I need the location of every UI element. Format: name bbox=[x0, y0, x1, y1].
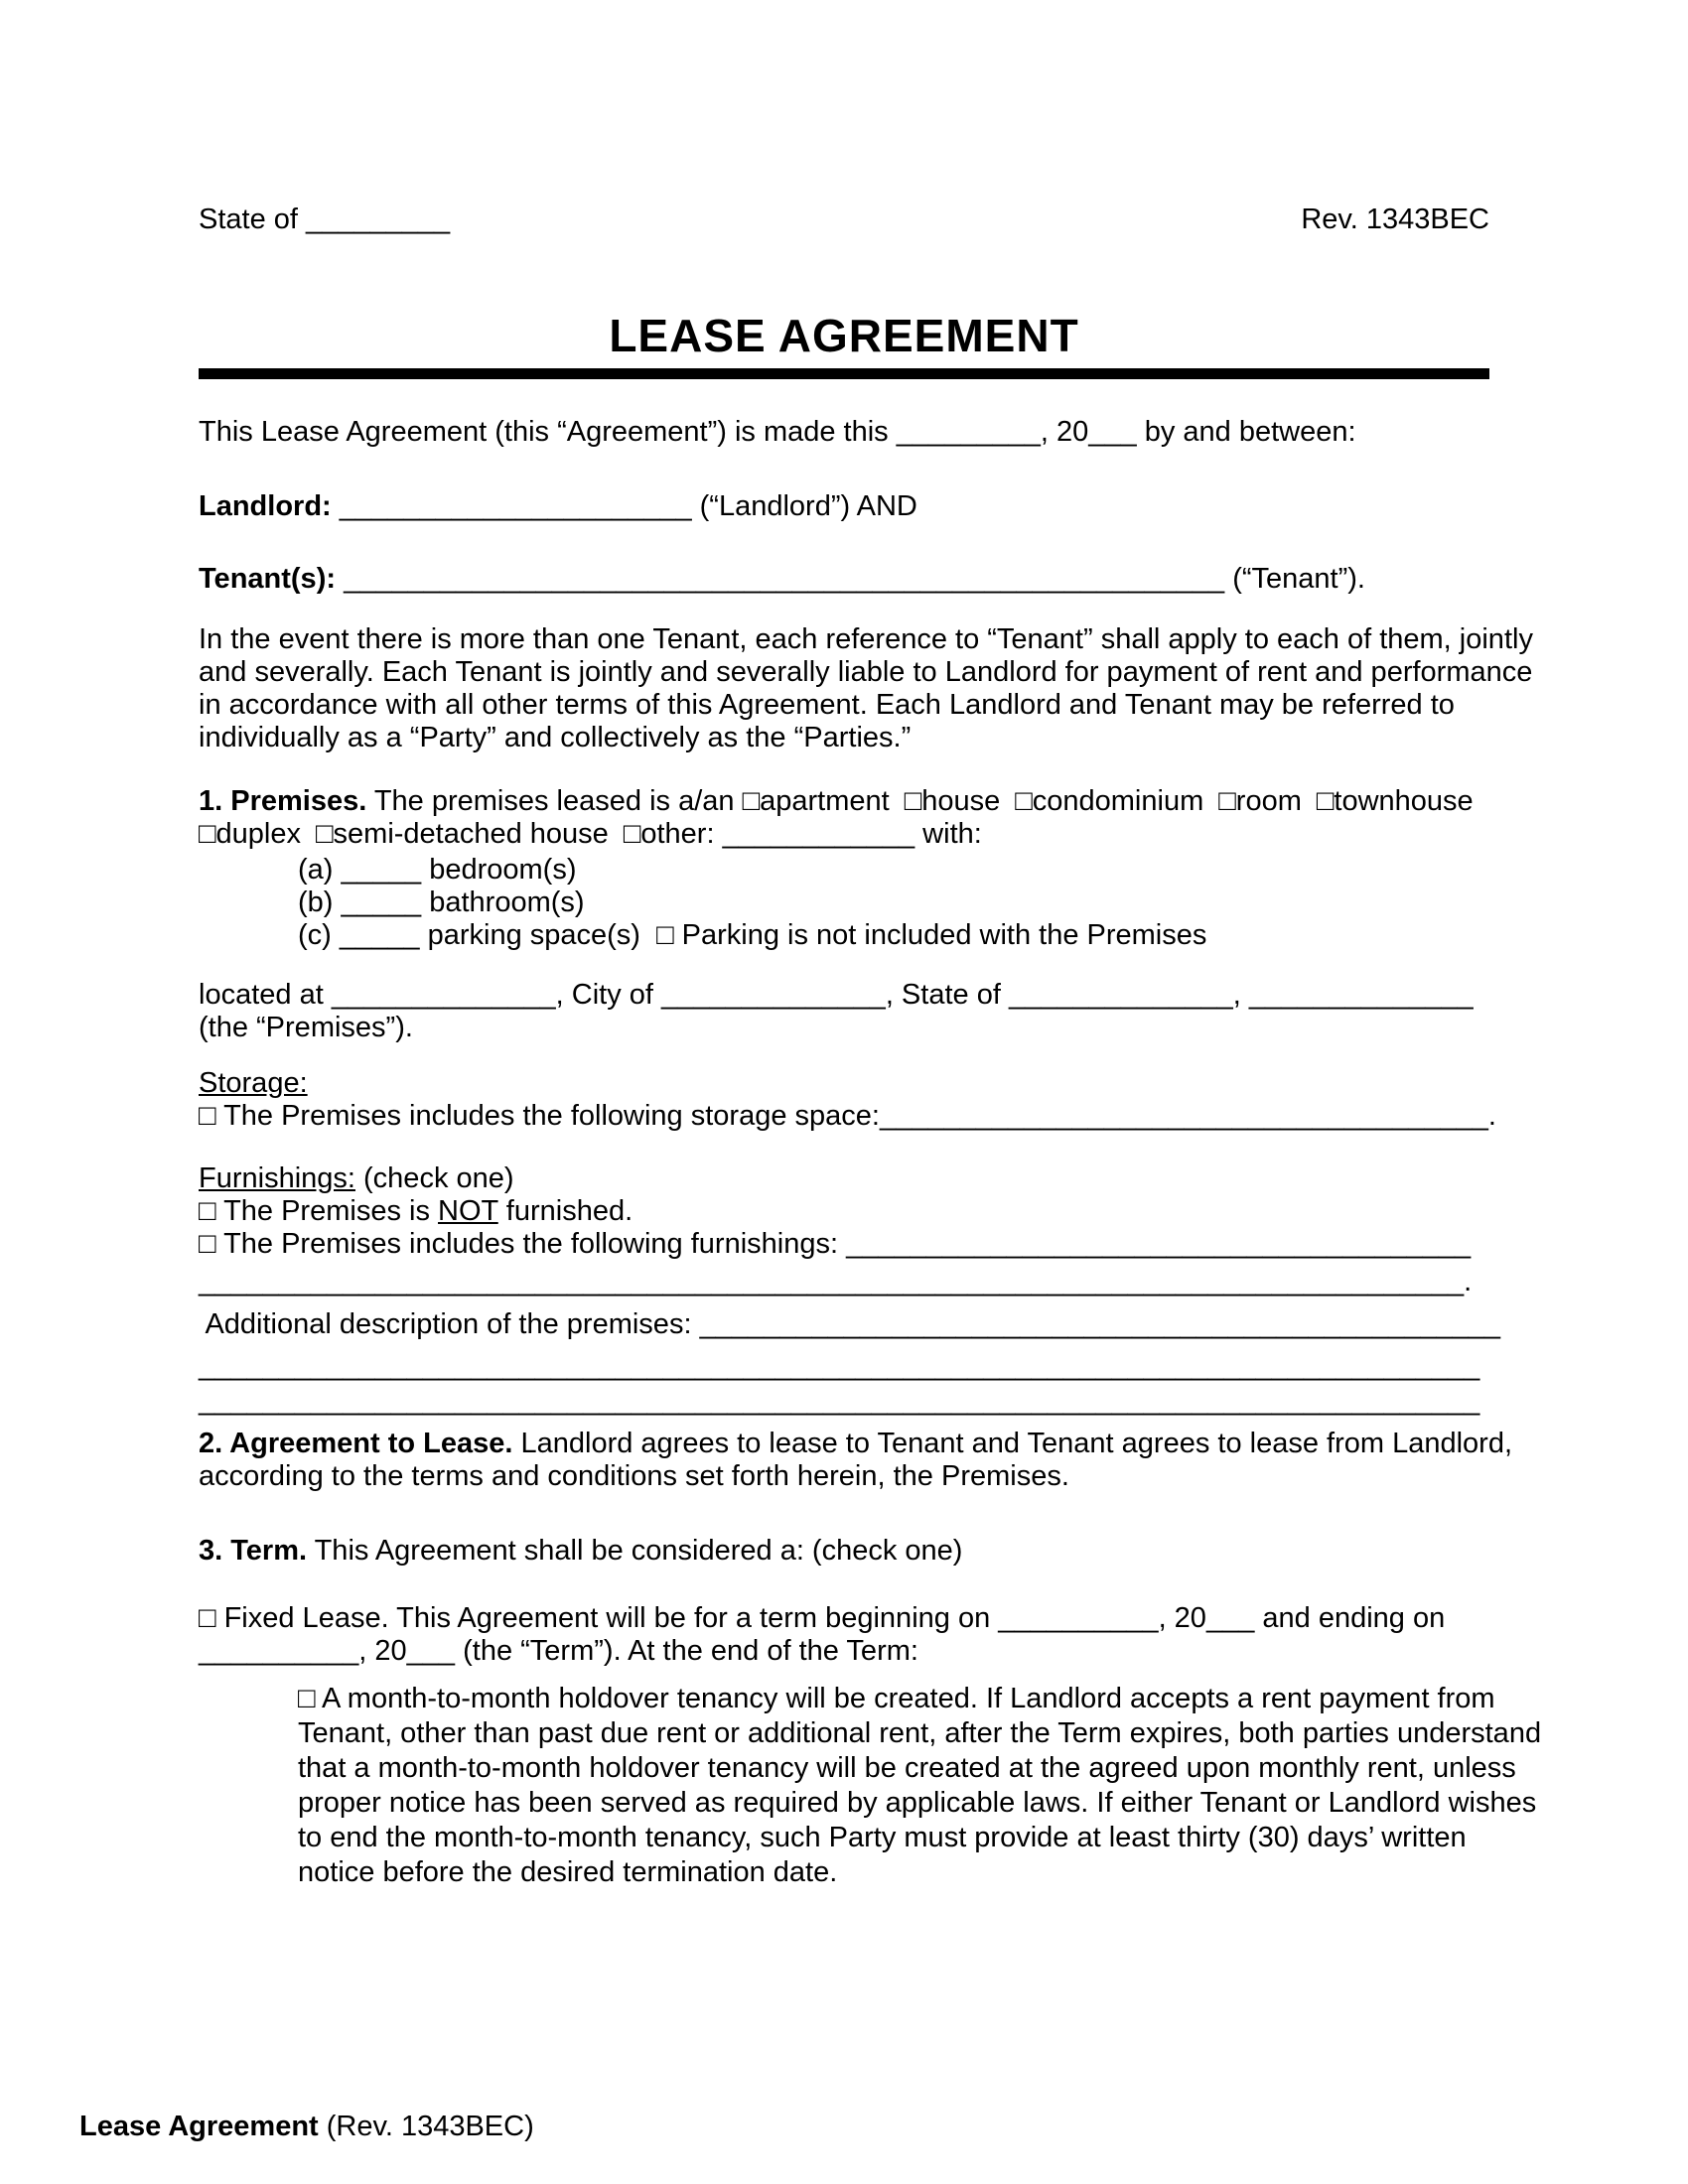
furnishings-heading: Furnishings: bbox=[199, 1162, 355, 1194]
located-at-line bbox=[199, 979, 1489, 1012]
bedrooms-blank[interactable]: _____ bbox=[341, 854, 422, 886]
checkbox-option-semi-detached-house[interactable] bbox=[316, 818, 609, 850]
section-2-text-1: Landlord agrees to lease to Tenant and Tenant agrees to lease from Landlord, bbox=[512, 1428, 1513, 1459]
term-end-date-blank[interactable]: __________ bbox=[199, 1635, 359, 1667]
additional-description-line bbox=[199, 1308, 1500, 1341]
state-blank[interactable]: ______________ bbox=[1008, 979, 1233, 1011]
intro-text-3: by and between: bbox=[1136, 416, 1356, 448]
furnishings-heading-suffix: (check one) bbox=[354, 1162, 514, 1194]
checkbox-storage-included[interactable] bbox=[199, 1100, 880, 1132]
parking-not-included-label: Parking is not included with the Premises bbox=[673, 919, 1207, 951]
checkbox-label-duplex: duplex bbox=[215, 818, 301, 850]
storage-heading: Storage: bbox=[199, 1067, 308, 1099]
section-2-line-1 bbox=[199, 1428, 1513, 1460]
landlord-label: Landlord: bbox=[199, 490, 332, 522]
checkbox-icon: □ bbox=[1218, 785, 1236, 817]
section-2-line-2: according to the terms and conditions set forth herein, the Premises. bbox=[199, 1460, 1069, 1492]
item-a-prefix: (a) bbox=[298, 854, 342, 886]
furnishings-continuation-period: . bbox=[1464, 1266, 1473, 1297]
checkbox-label-semi-detached-house: semi-detached house bbox=[333, 818, 609, 850]
checkbox-icon: □ bbox=[199, 1228, 216, 1260]
page-footer bbox=[79, 2111, 1569, 2143]
made-date-blank[interactable]: _________ bbox=[896, 416, 1041, 448]
checkbox-icon: □ bbox=[904, 785, 922, 817]
holdover-text-1: A month-to-month holdover tenancy will be created. If Landlord accepts a rent payment from bbox=[315, 1683, 1495, 1714]
intro-text-2: , 20 bbox=[1040, 416, 1089, 448]
section-2-agreement-to-lease bbox=[199, 1428, 1513, 1493]
section-1-premises bbox=[199, 785, 1489, 851]
checkbox-icon: □ bbox=[199, 1100, 216, 1132]
fixed-lease-text-3: and ending on bbox=[1254, 1602, 1446, 1634]
bathrooms-blank[interactable]: _____ bbox=[341, 887, 422, 918]
landlord-name-blank[interactable]: ______________________ bbox=[339, 490, 692, 522]
holdover-clause-block bbox=[298, 1682, 1542, 1890]
storage-period: . bbox=[1487, 1100, 1496, 1132]
checkbox-label-condominium: condominium bbox=[1032, 785, 1204, 817]
holdover-line-1 bbox=[298, 1682, 1495, 1716]
checkbox-option-other[interactable] bbox=[624, 818, 723, 850]
footer-title: Lease Agreement bbox=[79, 2111, 319, 2142]
item-b-label: bathroom(s) bbox=[421, 887, 585, 918]
not-furnished-line bbox=[199, 1195, 1489, 1228]
located-text-2: , City of bbox=[555, 979, 661, 1011]
furnishings-continuation-blank[interactable]: _______________________________________________________________________________ bbox=[199, 1266, 1465, 1297]
checkbox-label-house: house bbox=[921, 785, 1001, 817]
page-header bbox=[199, 204, 1489, 236]
furnishings-blank[interactable]: _______________________________________ bbox=[846, 1228, 1472, 1260]
checkbox-option-house[interactable] bbox=[905, 785, 1001, 817]
not-furnished-text-1: The Premises is bbox=[215, 1195, 439, 1227]
tenant-label: Tenant(s): bbox=[199, 563, 337, 595]
fixed-lease-line-1 bbox=[199, 1602, 1489, 1635]
section-3-text: This Agreement shall be considered a: (check one) bbox=[307, 1535, 963, 1567]
checkbox-not-furnished[interactable] bbox=[199, 1195, 438, 1227]
intro-text-1: This Lease Agreement (this “Agreement”) is made this bbox=[199, 416, 897, 448]
city-blank[interactable]: ______________ bbox=[661, 979, 886, 1011]
additional-description-line-2 bbox=[199, 1350, 1489, 1383]
item-c-prefix: (c) bbox=[298, 919, 340, 951]
made-year-blank[interactable]: ___ bbox=[1088, 416, 1137, 448]
checkbox-option-apartment[interactable] bbox=[743, 785, 890, 817]
storage-line bbox=[199, 1100, 1496, 1133]
section-3-term bbox=[199, 1535, 1489, 1568]
tenant-sep bbox=[336, 563, 344, 595]
address-blank[interactable]: ______________ bbox=[331, 979, 556, 1011]
holdover-line-3: that a month-to-month holdover tenancy will be created at the agreed upon monthly rent, unless bbox=[298, 1752, 1516, 1784]
located-text-4: , bbox=[1232, 979, 1249, 1011]
with-suffix: with: bbox=[914, 818, 982, 850]
located-text-3: , State of bbox=[885, 979, 1009, 1011]
state-of-label: State of bbox=[199, 204, 307, 235]
tenant-line bbox=[199, 563, 1489, 596]
parking-spaces-blank[interactable]: _____ bbox=[339, 919, 420, 951]
checkbox-option-condominium[interactable] bbox=[1015, 785, 1203, 817]
checkbox-parking-not-included[interactable] bbox=[656, 919, 1206, 951]
premises-lead-text: The premises leased is a/an bbox=[366, 785, 743, 817]
checkbox-option-townhouse[interactable] bbox=[1317, 785, 1474, 817]
checkbox-furnishings-included[interactable] bbox=[199, 1228, 846, 1260]
checkbox-icon: □ bbox=[1015, 785, 1033, 817]
fixed-lease-text-1: Fixed Lease. This Agreement will be for a term beginning on bbox=[215, 1602, 999, 1634]
not-word: NOT bbox=[438, 1195, 498, 1227]
title-rule bbox=[199, 368, 1489, 379]
landlord-line bbox=[199, 490, 1489, 523]
fixed-lease-text-4: , 20 bbox=[358, 1635, 407, 1667]
holdover-line-5: to end the month-to-month tenancy, such Party must provide at least thirty (30) days’ written bbox=[298, 1822, 1467, 1853]
checkbox-option-room[interactable] bbox=[1218, 785, 1302, 817]
checkbox-label-other: other: bbox=[640, 818, 723, 850]
checkbox-holdover[interactable] bbox=[298, 1683, 1495, 1714]
section-2-number: 2. Agreement to Lease. bbox=[199, 1428, 513, 1459]
checkbox-label-room: room bbox=[1235, 785, 1302, 817]
zip-blank[interactable]: ______________ bbox=[1248, 979, 1474, 1011]
state-of-blank[interactable]: _________ bbox=[306, 204, 451, 235]
checkbox-icon: □ bbox=[656, 919, 674, 951]
additional-description-label: Additional description of the premises: bbox=[199, 1308, 700, 1340]
furnishings-heading-line bbox=[199, 1162, 1489, 1195]
premises-type-line-2 bbox=[199, 818, 1489, 851]
not-furnished-text-2: furnished. bbox=[497, 1195, 633, 1227]
checkbox-icon: □ bbox=[316, 818, 334, 850]
checkbox-label-townhouse: townhouse bbox=[1334, 785, 1474, 817]
item-a-label: bedroom(s) bbox=[421, 854, 577, 886]
checkbox-fixed-lease[interactable] bbox=[199, 1602, 998, 1634]
storage-space-blank[interactable]: ______________________________________ bbox=[879, 1100, 1488, 1132]
tenant-suffix: (“Tenant”). bbox=[1224, 563, 1365, 595]
located-at-block bbox=[199, 979, 1489, 1044]
checkbox-option-duplex[interactable] bbox=[199, 818, 301, 850]
furnishings-continuation-line bbox=[199, 1266, 1489, 1298]
additional-description-blank-3[interactable]: ________________________________________________________________________________ bbox=[199, 1385, 1480, 1417]
storage-clause-text: The Premises includes the following storage space: bbox=[215, 1100, 880, 1132]
landlord-suffix: (“Landlord”) AND bbox=[691, 490, 917, 522]
checkbox-icon: □ bbox=[199, 1602, 216, 1634]
landlord-sep bbox=[332, 490, 340, 522]
other-type-blank[interactable]: ____________ bbox=[722, 818, 915, 850]
joint-liability-paragraph bbox=[199, 623, 1533, 754]
premises-defined-line: (the “Premises”). bbox=[199, 1012, 413, 1043]
fixed-lease-block bbox=[199, 1602, 1489, 1668]
paragraph-line: individually as a “Party” and collectively as the “Parties.” bbox=[199, 722, 912, 753]
item-b-prefix: (b) bbox=[298, 887, 342, 918]
document-title: LEASE AGREEMENT bbox=[609, 310, 1079, 361]
holdover-line-6: notice before the desired termination date. bbox=[298, 1856, 838, 1888]
checkbox-icon: □ bbox=[199, 818, 216, 850]
section-3-number: 3. Term. bbox=[199, 1535, 308, 1567]
term-end-year-blank[interactable]: ___ bbox=[406, 1635, 456, 1667]
furnishings-included-text: The Premises includes the following furnishings: bbox=[215, 1228, 847, 1260]
fixed-lease-text-5: (the “Term”). At the end of the Term: bbox=[455, 1635, 918, 1667]
fixed-lease-line-2 bbox=[199, 1635, 1489, 1668]
additional-description-blank[interactable]: __________________________________________________ bbox=[699, 1308, 1500, 1340]
holdover-line-2: Tenant, other than past due rent or additional rent, after the Term expires, both parties understand bbox=[298, 1717, 1542, 1749]
bathrooms-line bbox=[298, 887, 1489, 919]
furnishings-included-line bbox=[199, 1228, 1489, 1261]
bedrooms-line bbox=[298, 854, 1489, 887]
premises-detail-list bbox=[298, 854, 1489, 952]
revision-label: Rev. 1343BEC bbox=[1301, 204, 1489, 235]
intro-line bbox=[199, 416, 1489, 449]
paragraph-line: in accordance with all other terms of this Agreement. Each Landlord and Tenant may be referred to bbox=[199, 689, 1455, 721]
located-text-1: located at bbox=[199, 979, 332, 1011]
fixed-lease-text-2: , 20 bbox=[1158, 1602, 1206, 1634]
checkbox-icon: □ bbox=[623, 818, 641, 850]
checkbox-label-apartment: apartment bbox=[760, 785, 890, 817]
state-of-line bbox=[199, 204, 450, 236]
section-1-number: 1. Premises. bbox=[199, 785, 367, 817]
term-begin-year-blank[interactable]: ___ bbox=[1205, 1602, 1255, 1634]
checkbox-icon: □ bbox=[742, 785, 761, 817]
checkbox-icon: □ bbox=[298, 1683, 316, 1714]
holdover-line-4: proper notice has been served as required by applicable laws. If either Tenant or Landlord wishes bbox=[298, 1787, 1537, 1819]
additional-description-line-3 bbox=[199, 1385, 1489, 1418]
premises-type-line-1 bbox=[199, 785, 1489, 818]
tenant-name-blank[interactable]: _______________________________________________________ bbox=[344, 563, 1225, 595]
parking-line bbox=[298, 919, 1489, 952]
checkbox-icon: □ bbox=[1316, 785, 1335, 817]
paragraph-line: In the event there is more than one Tenant, each reference to “Tenant” shall apply to each of them, jointly bbox=[199, 623, 1533, 655]
checkbox-icon: □ bbox=[199, 1195, 216, 1227]
paragraph-line: and severally. Each Tenant is jointly and severally liable to Landlord for payment of rent and performance bbox=[199, 656, 1533, 688]
footer-revision: (Rev. 1343BEC) bbox=[318, 2111, 534, 2142]
additional-description-blank-2[interactable]: ________________________________________________________________________________ bbox=[199, 1350, 1480, 1382]
item-c-label: parking space(s) bbox=[419, 919, 657, 951]
term-begin-date-blank[interactable]: __________ bbox=[998, 1602, 1159, 1634]
